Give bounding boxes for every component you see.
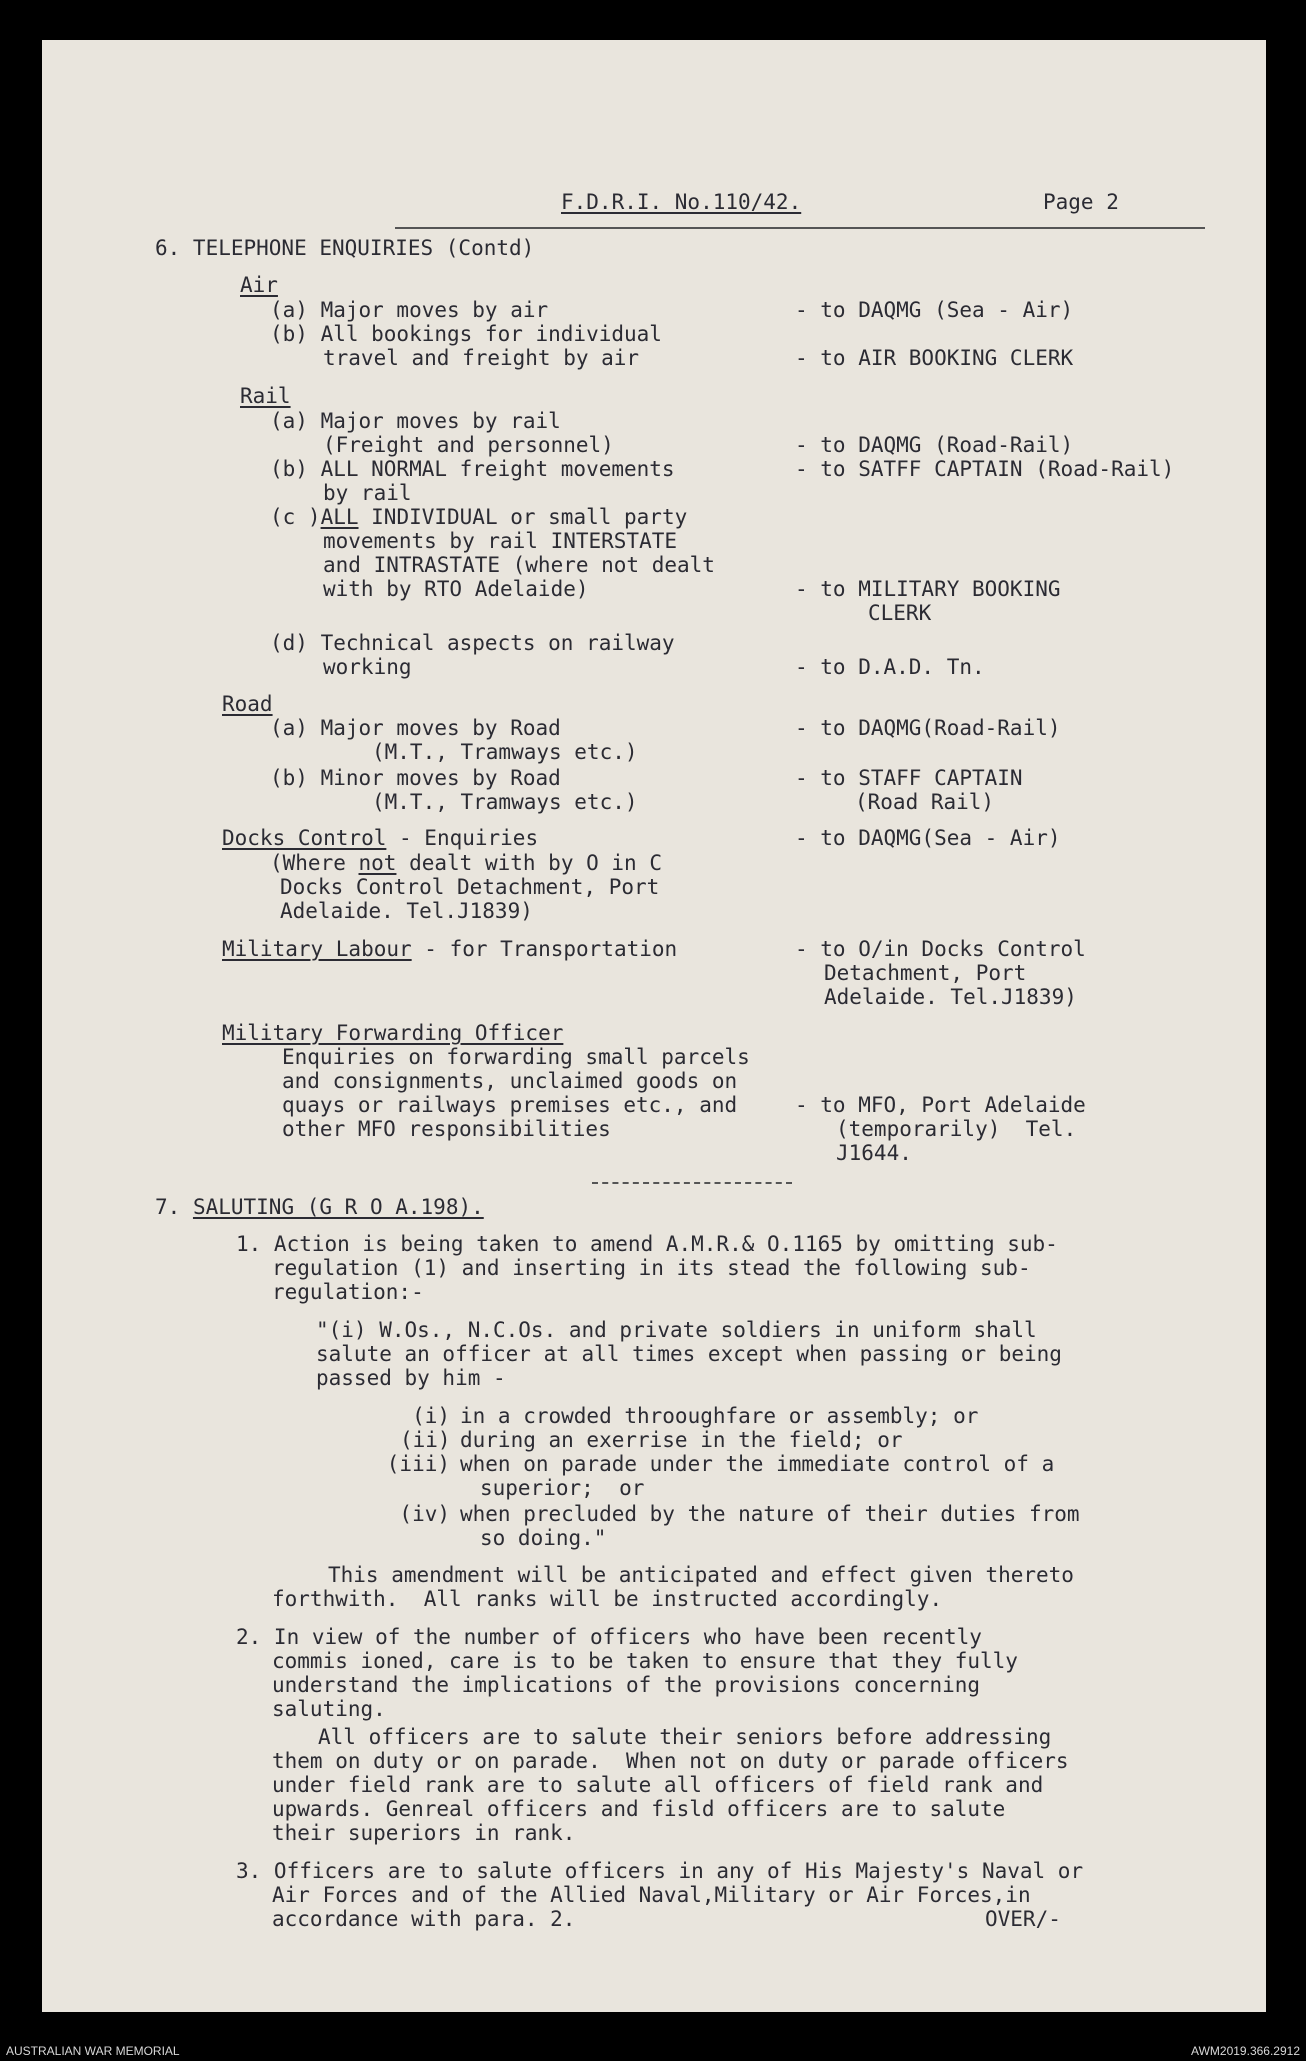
air-label: Air xyxy=(240,273,278,297)
road-b-2: (M.T., Tramways etc.) xyxy=(372,790,638,814)
rail-b: (b) ALL NORMAL freight movements xyxy=(270,457,675,481)
rail-c-rest: INDIVIDUAL or small party xyxy=(358,505,688,529)
labour-heading xyxy=(222,937,677,961)
section-7-heading xyxy=(155,1195,484,1219)
para-3-line-1: 3. Officers are to salute officers in any of His Majesty's Naval or xyxy=(236,1859,1084,1883)
mfo-line-3: quays or railways premises etc., and xyxy=(282,1093,738,1117)
labour-label: Military Labour xyxy=(222,937,412,961)
section-divider xyxy=(592,1182,792,1184)
rail-d-2: working xyxy=(323,655,412,679)
para-2b-line-3: under field rank are to salute all officers of field rank and xyxy=(272,1773,1044,1797)
docks-to: - to DAQMG(Sea - Air) xyxy=(795,826,1061,850)
docks-heading xyxy=(222,826,538,850)
para-1-line-2: regulation (1) and inserting in its stead the following sub- xyxy=(272,1256,1031,1280)
para-2-line-4: saluting. xyxy=(272,1697,386,1721)
labour-to-2: Detachment, Port xyxy=(824,961,1027,985)
over-marker: OVER/- xyxy=(985,1907,1061,1931)
para-1-line-1: 1. Action is being taken to amend A.M.R.& O.1165 by omitting sub- xyxy=(236,1232,1058,1256)
docks-l2-rest: dealt with by O in C xyxy=(396,851,662,875)
rail-c-4: with by RTO Adelaide) xyxy=(323,577,589,601)
air-a: (a) Major moves by air xyxy=(270,298,549,322)
air-b-to: - to AIR BOOKING CLERK xyxy=(795,346,1074,370)
para-2b-line-5: their superiors in rank. xyxy=(272,1821,576,1845)
page-number: Page 2 xyxy=(1043,190,1119,214)
rail-label: Rail xyxy=(240,384,291,408)
rail-b-to: - to SATFF CAPTAIN (Road-Rail) xyxy=(795,457,1175,481)
rail-d-to: - to D.A.D. Tn. xyxy=(795,655,985,679)
rail-c xyxy=(270,505,687,529)
item-iii-text: when on parade under the immediate control of a xyxy=(460,1452,1055,1476)
rail-c-label: (c ) xyxy=(270,505,321,529)
footer-reference: AWM2019.366.2912 xyxy=(1191,2044,1300,2058)
item-i-text: in a crowded throoughfare or assembly; or xyxy=(460,1404,979,1428)
item-iv-text: when precluded by the nature of their duties from xyxy=(460,1502,1080,1526)
section-7-number: 7. xyxy=(155,1195,181,1219)
para-3-line-3: accordance with para. 2. xyxy=(272,1907,576,1931)
air-b: (b) All bookings for individual xyxy=(270,322,662,346)
para-1-line-3: regulation:- xyxy=(272,1280,424,1304)
mfo-label: Military Forwarding Officer xyxy=(222,1021,564,1045)
docks-line-2 xyxy=(270,851,662,875)
docks-line-3: Docks Control Detachment, Port xyxy=(280,875,660,899)
section-6-heading: 6. TELEPHONE ENQUIRIES (Contd) xyxy=(155,236,535,260)
document-reference: F.D.R.I. No.110/42. xyxy=(561,190,802,214)
rail-c-to: - to MILITARY BOOKING xyxy=(795,577,1061,601)
para-2b-line-4: upwards. Genreal officers and fisld officers are to salute xyxy=(272,1797,1006,1821)
air-a-to: - to DAQMG (Sea - Air) xyxy=(795,298,1074,322)
item-iv-text-2: so doing." xyxy=(480,1526,607,1550)
amendment-line-2: forthwith. All ranks will be instructed accordingly. xyxy=(272,1587,943,1611)
item-iii-text-2: superior; or xyxy=(480,1476,645,1500)
road-a: (a) Major moves by Road xyxy=(270,716,561,740)
quote-line-2: salute an officer at all times except when passing or being xyxy=(316,1342,1062,1366)
header-rule xyxy=(395,227,1205,229)
mfo-line-2: and consignments, unclaimed goods on xyxy=(282,1069,738,1093)
mfo-to: - to MFO, Port Adelaide xyxy=(795,1093,1086,1117)
item-iii-num: (iii) xyxy=(386,1452,450,1476)
quote-line-1: "(i) W.Os., N.C.Os. and private soldiers in uniform shall xyxy=(316,1318,1037,1342)
road-a-2: (M.T., Tramways etc.) xyxy=(372,740,638,764)
para-2b-line-2: them on duty or on parade. When not on duty or parade officers xyxy=(272,1749,1069,1773)
docks-l2-not: not xyxy=(358,851,397,875)
mfo-to-3: J1644. xyxy=(836,1141,912,1165)
section-7-title: SALUTING (G R O A.198). xyxy=(192,1195,484,1219)
road-a-to: - to DAQMG(Road-Rail) xyxy=(795,716,1061,740)
docks-line-4: Adelaide. Tel.J1839) xyxy=(280,899,533,923)
item-ii-text: during an exerrise in the field; or xyxy=(460,1428,903,1452)
para-2b-line-1: All officers are to salute their seniors before addressing xyxy=(318,1725,1052,1749)
para-2-line-3: understand the implications of the provisions concerning xyxy=(272,1673,981,1697)
rail-a-to: - to DAQMG (Road-Rail) xyxy=(795,433,1074,457)
para-2-line-2: commis ioned, care is to be taken to ensure that they fully xyxy=(272,1649,1018,1673)
rail-c-to-2: CLERK xyxy=(868,601,932,625)
mfo-to-2: (temporarily) Tel. xyxy=(836,1117,1077,1141)
labour-rest: - for Transportation xyxy=(411,937,678,961)
road-b-to-2: (Road Rail) xyxy=(855,790,995,814)
item-ii-num: (ii) xyxy=(400,1428,451,1452)
rail-a-2: (Freight and personnel) xyxy=(323,433,614,457)
para-3-line-2: Air Forces and of the Allied Naval,Military or Air Forces,in xyxy=(272,1883,1031,1907)
rail-c-3: and INTRASTATE (where not dealt xyxy=(323,553,715,577)
road-b: (b) Minor moves by Road xyxy=(270,766,561,790)
docks-l2-pre: (Where xyxy=(270,851,359,875)
rail-a: (a) Major moves by rail xyxy=(270,409,561,433)
road-b-to: - to STAFF CAPTAIN xyxy=(795,766,1023,790)
mfo-line-1: Enquiries on forwarding small parcels xyxy=(282,1045,750,1069)
para-2-line-1: 2. In view of the number of officers who have been recently xyxy=(236,1625,982,1649)
footer-archive: AUSTRALIAN WAR MEMORIAL xyxy=(6,2044,180,2058)
air-b-2: travel and freight by air xyxy=(323,346,640,370)
labour-to-3: Adelaide. Tel.J1839) xyxy=(824,985,1077,1009)
rail-c-2: movements by rail INTERSTATE xyxy=(323,529,678,553)
road-label: Road xyxy=(222,692,273,716)
labour-to: - to O/in Docks Control xyxy=(795,937,1086,961)
item-iv-num: (iv) xyxy=(399,1502,450,1526)
docks-label-rest: - Enquiries xyxy=(386,826,539,850)
mfo-line-4: other MFO responsibilities xyxy=(282,1117,611,1141)
rail-c-all: ALL xyxy=(320,505,359,529)
rail-b-2: by rail xyxy=(323,481,412,505)
item-i-num: (i) xyxy=(412,1404,450,1428)
rail-d: (d) Technical aspects on railway xyxy=(270,631,675,655)
docks-label: Docks Control xyxy=(222,826,387,850)
quote-line-3: passed by him - xyxy=(316,1366,506,1390)
amendment-line-1: This amendment will be anticipated and effect given thereto xyxy=(328,1563,1074,1587)
